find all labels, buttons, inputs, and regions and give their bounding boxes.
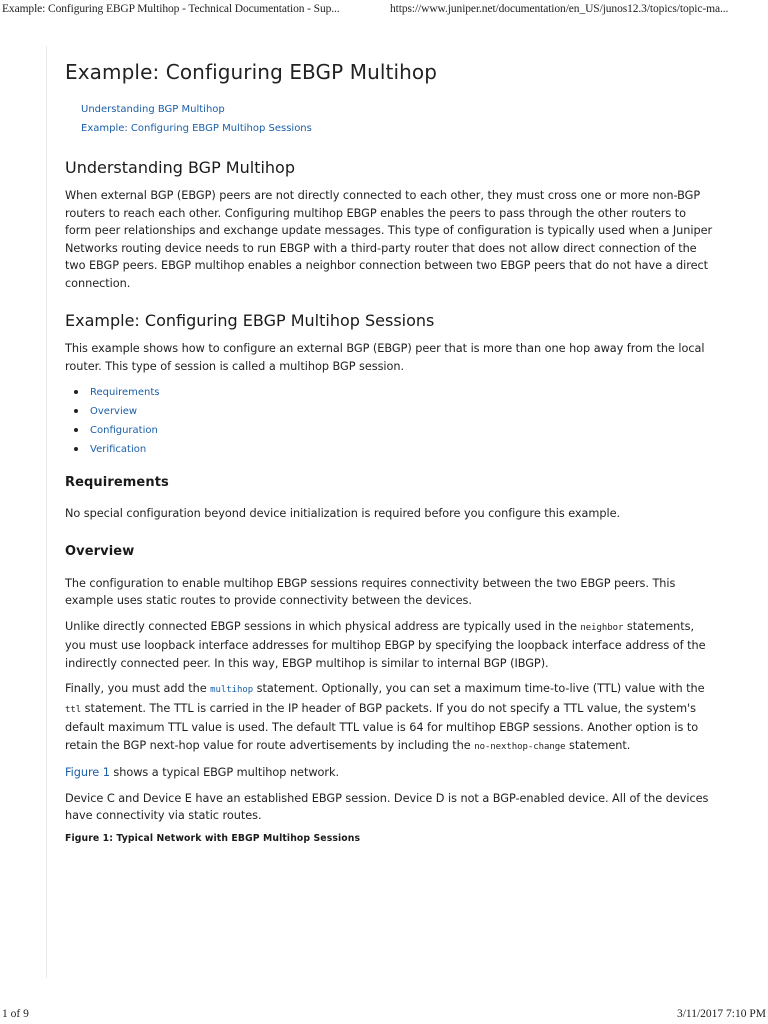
bullet-icon	[74, 409, 78, 413]
overview-heading: Overview	[65, 543, 135, 559]
bullet-icon	[74, 428, 78, 432]
no-nexthop-change-code: no-nexthop-change	[474, 741, 566, 752]
requirements-heading: Requirements	[65, 475, 169, 490]
section-heading-example: Example: Configuring EBGP Multihop Sessions	[65, 311, 435, 330]
link-requirements[interactable]	[73, 383, 715, 402]
overview-p2-text-b: statements, you must use loopback interface addresses for multihop EBGP by specifying the loopback interface address of the indirectly connected peer. In this way, EBGP multihop is similar to internal BGP (IBGP).	[65, 619, 706, 670]
print-footer	[0, 1008, 768, 1024]
example-intro-paragraph: This example shows how to configure an external BGP (EBGP) peer that is more than one hop away from the local router. This type of session is called a multihop BGP session.	[65, 342, 705, 373]
overview-p3-text-b: statement. Optionally, you can set a maximum time-to-live (TTL) value with the	[253, 682, 705, 695]
page-title: Example: Configuring EBGP Multihop	[65, 60, 438, 84]
bullet-icon	[74, 447, 78, 451]
main-content	[65, 55, 715, 844]
toc-link-configuring-ebgp-multihop-sessions[interactable]: Example: Configuring EBGP Multihop Sessions	[81, 123, 312, 134]
link-verification-label: Verification	[90, 444, 147, 455]
toc-link-understanding-bgp-multihop[interactable]: Understanding BGP Multihop	[81, 104, 225, 115]
multihop-statement-link[interactable]: multihop	[210, 685, 254, 695]
print-datetime: 3/11/2017 7:10 PM	[676, 1008, 766, 1020]
print-page-number: 1 of 9	[2, 1008, 29, 1020]
understanding-paragraph: When external BGP (EBGP) peers are not directly connected to each other, they must cross one or more non-BGP routers to reach each other. Configuring multihop EBGP enables the peers to pass through the other routers to form peer relationships and exchange update messages. This type of configuration is typically used when a Juniper Networks routing device needs to run EBGP with a third-party router that does not allow direct connection of the two EBGP peers. EBGP multihop enables a neighbor connection between two EBGP peers that do not have a direct connection.	[65, 189, 713, 290]
link-configuration-label: Configuration	[90, 425, 158, 436]
overview-paragraph-1: The configuration to enable multihop EBGP sessions requires connectivity between the two EBGP peers. This example uses static routes to provide connectivity between the devices.	[65, 576, 676, 607]
section-heading-understanding: Understanding BGP Multihop	[65, 158, 295, 177]
link-verification[interactable]	[73, 440, 715, 459]
table-of-contents	[81, 100, 715, 138]
figure-caption: Figure 1: Typical Network with EBGP Multihop Sessions	[65, 832, 361, 844]
link-configuration[interactable]	[73, 421, 715, 440]
print-header-title: Example: Configuring EBGP Multihop - Technical Documentation - Sup...	[2, 3, 340, 15]
link-overview[interactable]	[73, 402, 715, 421]
overview-paragraph-4	[65, 764, 715, 782]
figure-1-link[interactable]: Figure 1	[65, 766, 110, 779]
overview-p4-text: shows a typical EBGP multihop network.	[109, 766, 340, 779]
overview-p2-text-a: Unlike directly connected EBGP sessions in which physical address are typically used in the	[65, 619, 581, 633]
overview-p3-text-a: Finally, you must add the	[65, 682, 211, 695]
overview-p3-text-c: statement. The TTL is carried in the IP header of BGP packets. If you do not specify a TTL value, the system's default maximum TTL value is used. The default TTL value is 64 for multihop EBGP sessions. Another option is to retain the BGP next-hop value for route advertisements by including the	[65, 701, 699, 752]
example-section-links	[73, 383, 715, 459]
overview-paragraph-5: Device C and Device E have an established EBGP session. Device D is not a BGP-enabled device. All of the devices have connectivity via static routes.	[65, 791, 709, 822]
neighbor-statement-code: neighbor	[580, 622, 624, 633]
requirements-paragraph: No special configuration beyond device initialization is required before you configure this example.	[65, 507, 621, 520]
print-header-url: https://www.juniper.net/documentation/en_US/junos12.3/topics/topic-ma...	[390, 3, 729, 15]
print-header	[0, 0, 768, 20]
ttl-statement-code: ttl	[65, 704, 82, 715]
left-margin-divider	[46, 46, 47, 978]
link-requirements-label: Requirements	[90, 387, 160, 398]
overview-paragraph-2	[65, 618, 715, 673]
link-overview-label: Overview	[90, 406, 138, 417]
overview-p3-text-d: statement.	[565, 738, 631, 752]
bullet-icon	[74, 390, 78, 394]
overview-paragraph-3	[65, 680, 715, 756]
